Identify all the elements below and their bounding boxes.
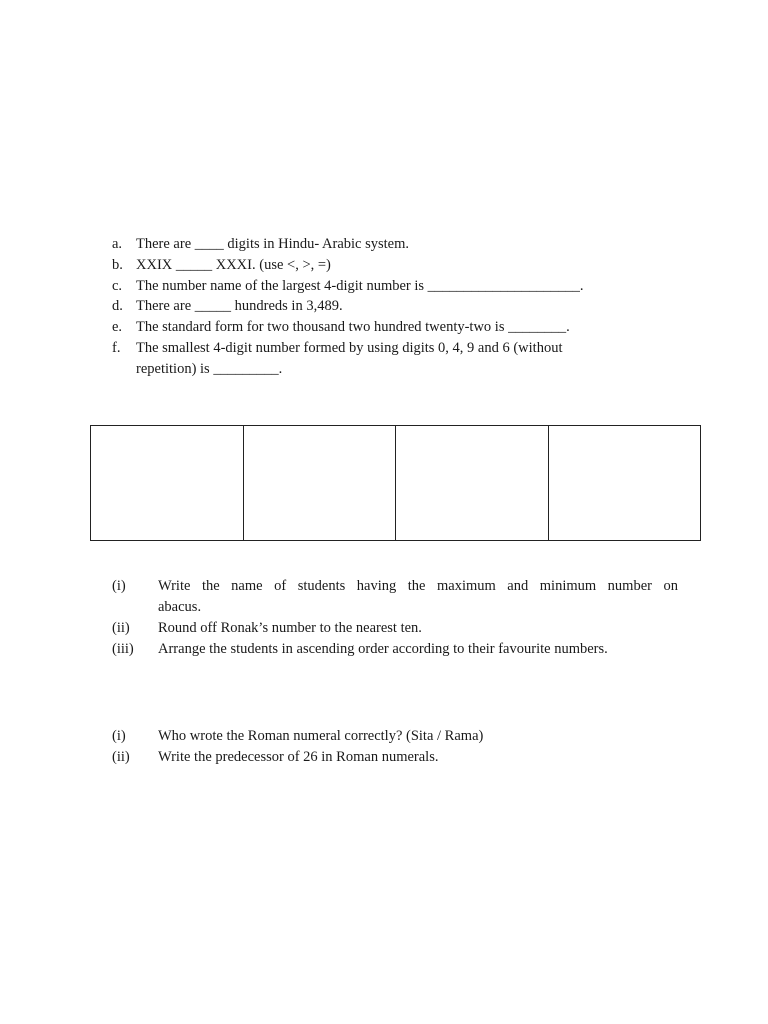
table-cell <box>548 426 701 541</box>
item-marker: (ii) <box>112 749 130 765</box>
list-item <box>108 338 668 380</box>
item-text-line: Write the name of students having the maximum and minimum number on <box>158 578 678 594</box>
item-text <box>136 338 668 380</box>
item-text: There are ____ digits in Hindu- Arabic system. <box>136 236 410 252</box>
list-item <box>108 276 668 297</box>
list-item <box>108 296 668 317</box>
item-text-line: The smallest 4-digit number formed by using digits 0, 4, 9 and 6 (without <box>136 339 563 356</box>
item-text: Who wrote the Roman numeral correctly? (Sita / Rama) <box>158 728 484 744</box>
item-marker: f. <box>112 339 121 356</box>
item-text: Arrange the students in ascending order according to their favourite numbers. <box>158 641 608 657</box>
table-cell <box>243 426 396 541</box>
abacus-questions-list <box>112 576 678 660</box>
item-marker: (i) <box>112 728 126 744</box>
item-text-line: abacus. <box>158 599 202 615</box>
item-marker: d. <box>112 298 123 315</box>
item-text <box>158 576 678 618</box>
roman-numeral-questions-list <box>112 726 678 768</box>
list-item <box>108 255 668 276</box>
item-marker: (iii) <box>112 641 134 657</box>
table-row <box>91 426 701 541</box>
item-marker: (i) <box>112 578 126 594</box>
item-text: Write the predecessor of 26 in Roman numerals. <box>158 749 439 765</box>
list-item <box>108 317 668 338</box>
item-marker: c. <box>112 277 123 294</box>
fill-in-blanks-list <box>108 234 668 380</box>
list-item <box>112 726 678 747</box>
list-item <box>112 618 678 639</box>
list-item <box>112 639 678 660</box>
table-cell <box>91 426 244 541</box>
list-item <box>112 576 678 618</box>
item-text: Round off Ronak’s number to the nearest ten. <box>158 620 422 636</box>
item-text: XXIX _____ XXXI. (use <, >, =) <box>136 256 331 273</box>
item-text: The number name of the largest 4-digit number is _____________________. <box>136 277 584 294</box>
item-marker: b. <box>112 256 123 273</box>
item-marker: e. <box>112 319 123 336</box>
item-text-line: repetition) is _________. <box>136 360 283 377</box>
item-marker: (ii) <box>112 620 130 636</box>
blank-answer-table <box>90 425 701 541</box>
item-text: The standard form for two thousand two hundred twenty-two is ________. <box>136 319 570 336</box>
item-text: There are _____ hundreds in 3,489. <box>136 298 343 315</box>
list-item <box>112 747 678 768</box>
table-cell <box>396 426 549 541</box>
item-marker: a. <box>112 236 123 252</box>
list-item <box>108 234 668 255</box>
